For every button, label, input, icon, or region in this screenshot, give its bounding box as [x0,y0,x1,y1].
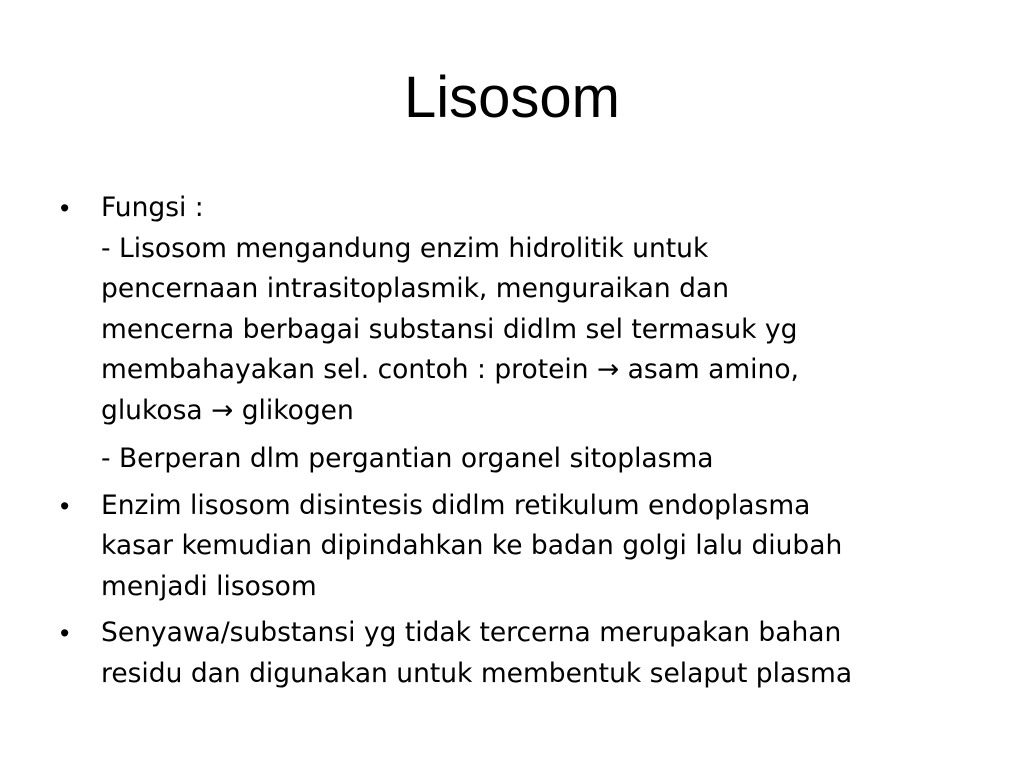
bullet-line: residu dan digunakan untuk membentuk selaput plasma [101,657,853,689]
bullet-line: membahayakan sel. contoh : protein → asam amino, [101,354,799,385]
bullet-item-senyawa [60,613,960,694]
bullet-line: menjadi lisosom [101,570,317,602]
bullet-sub-paragraph: - Berperan dlm pergantian organel sitoplasma [101,443,714,474]
bullet-line: kasar kemudian dipindahkan ke badan golgi lalu diubah [101,530,843,561]
bullet-line: Senyawa/substansi yg tidak tercerna merupakan bahan [101,617,842,648]
bullet-icon: • [60,193,70,223]
bullet-list [60,188,960,700]
bullet-line: Fungsi : [101,192,204,223]
bullet-icon: • [60,490,70,521]
slide-title: Lisosom [404,65,620,130]
bullet-icon: • [60,618,70,648]
bullet-item-enzim [60,486,960,608]
bullet-item-fungsi [60,188,960,480]
bullet-line: Enzim lisosom disintesis didlm retikulum endoplasma [101,489,811,521]
bullet-line: pencernaan intrasitoplasmik, menguraikan dan [101,273,729,304]
bullet-line: - Lisosom mengandung enzim hidrolitik untuk [101,232,709,264]
bullet-line: glukosa → glikogen [101,394,354,426]
bullet-line: mencerna berbagai substansi didlm sel termasuk yg [101,313,798,345]
